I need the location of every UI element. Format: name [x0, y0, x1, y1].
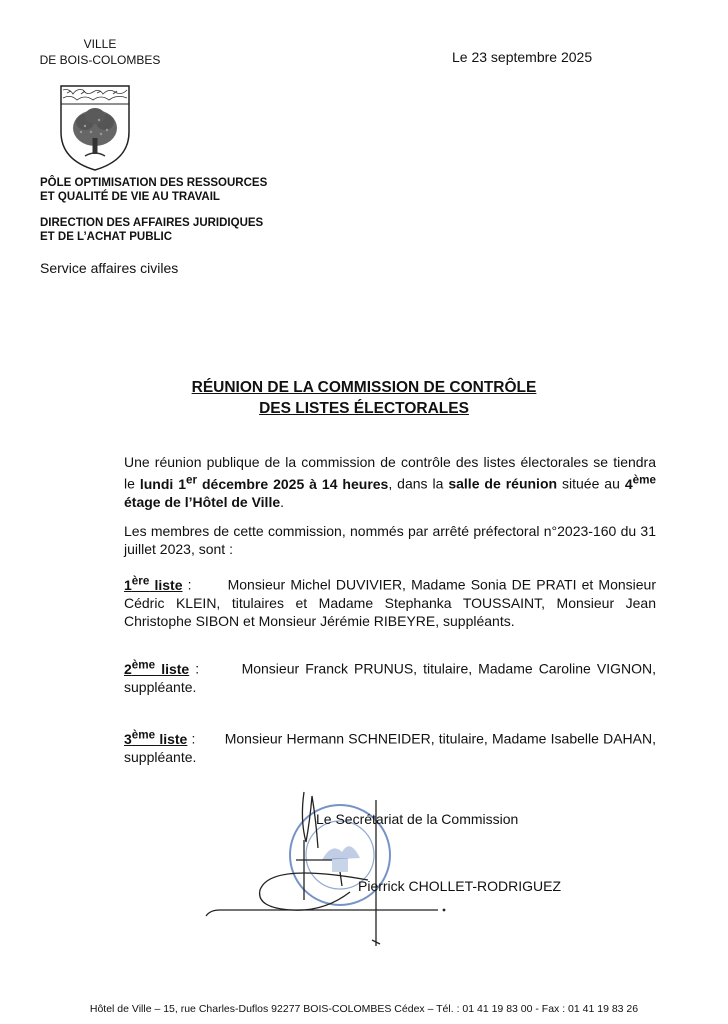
pole-heading: [40, 176, 267, 204]
p1-text-e: située au: [557, 475, 625, 492]
list-2-colon: :: [189, 660, 200, 677]
direction-line-2: ET DE L’ACHAT PUBLIC: [40, 231, 173, 243]
p1-day-rest: décembre 2025 à 14 heures: [197, 475, 389, 492]
list-1-paragraph: [124, 572, 656, 630]
list-1-num: 1: [124, 576, 132, 593]
title-line-2: DES LISTES ÉLECTORALES: [259, 400, 469, 417]
p1-text-a: Une réunion publique de la commission de contrôle des listes électorales se tiendra le: [124, 454, 656, 492]
list-3-paragraph: [124, 726, 656, 766]
list-1-label: [124, 574, 183, 593]
p1-day: lundi 1: [139, 475, 187, 492]
document-title: [0, 377, 728, 419]
service-name: Service affaires civiles: [40, 260, 179, 276]
list-3-word: liste: [155, 730, 188, 747]
list-1-word: liste: [149, 576, 183, 593]
p1-text-g: .: [280, 493, 285, 510]
list-1-members: Monsieur Michel DUVIVIER, Madame Sonia DE PRATI et Monsieur Cédric KLEIN, titulaires et Madame Stephanka TOUSSAINT, Monsieur Jean Christophe SIBON et Monsieur Jérémie RIBEYRE, suppléants.: [124, 576, 657, 629]
p1-day-sup: er: [186, 473, 198, 486]
meeting-paragraph: [124, 453, 656, 511]
direction-line-1: DIRECTION DES AFFAIRES JURIDIQUES: [40, 217, 264, 229]
letter-date: Le 23 septembre 2025: [452, 49, 593, 65]
p1-floor-rest: étage de l’Hôtel de Ville: [124, 493, 281, 510]
signatory-office: Le Secrétariat de la Commission: [316, 811, 519, 827]
list-2-paragraph: [124, 656, 656, 696]
pole-line-2: ET QUALITÉ DE VIE AU TRAVAIL: [40, 191, 220, 203]
list-3-num: 3: [124, 730, 132, 747]
meeting-room: salle de réunion: [448, 475, 558, 492]
signatory-name: Pierrick CHOLLET-RODRIGUEZ: [358, 878, 562, 894]
city-line-2: DE BOIS-COLOMBES: [39, 53, 161, 67]
list-2-sup: ème: [131, 658, 156, 671]
list-3-sup: ème: [131, 728, 156, 741]
meeting-datetime: [139, 473, 389, 492]
list-2-label: [124, 658, 190, 677]
signature-and-stamp: [200, 780, 520, 960]
city-line-1: VILLE: [83, 37, 117, 51]
list-3-colon: :: [187, 730, 196, 747]
p1-floor-num: 4: [624, 475, 633, 492]
title-line-1: RÉUNION DE LA COMMISSION DE CONTRÔLE: [191, 379, 537, 396]
list-3-members: Monsieur Hermann SCHNEIDER, titulaire, Madame Isabelle DAHAN, suppléante.: [124, 730, 656, 765]
list-1-colon: :: [182, 576, 192, 593]
city-name: [30, 36, 170, 68]
p1-floor-sup: ème: [632, 473, 656, 486]
members-intro-paragraph: Les membres de cette commission, nommés par arrêté préfectoral n°2023-160 du 31 juillet 2023, sont :: [124, 523, 656, 557]
list-1-sup: ère: [131, 574, 150, 587]
list-2-num: 2: [124, 660, 132, 677]
direction-heading: [40, 216, 263, 244]
list-3-label: [124, 728, 188, 747]
list-2-members: Monsieur Franck PRUNUS, titulaire, Madame Caroline VIGNON, suppléante.: [124, 660, 657, 695]
p1-text-c: , dans la: [388, 475, 449, 492]
bois-colombes-coat-of-arms-icon: [55, 80, 135, 172]
pole-line-1: PÔLE OPTIMISATION DES RESSOURCES: [40, 177, 268, 189]
footer-address: Hôtel de Ville – 15, rue Charles-Duflos 92277 BOIS-COLOMBES Cédex – Tél. : 01 41 19 83 00 - Fax : 01 41 19 83 26: [89, 1003, 639, 1015]
list-2-word: liste: [155, 660, 190, 677]
